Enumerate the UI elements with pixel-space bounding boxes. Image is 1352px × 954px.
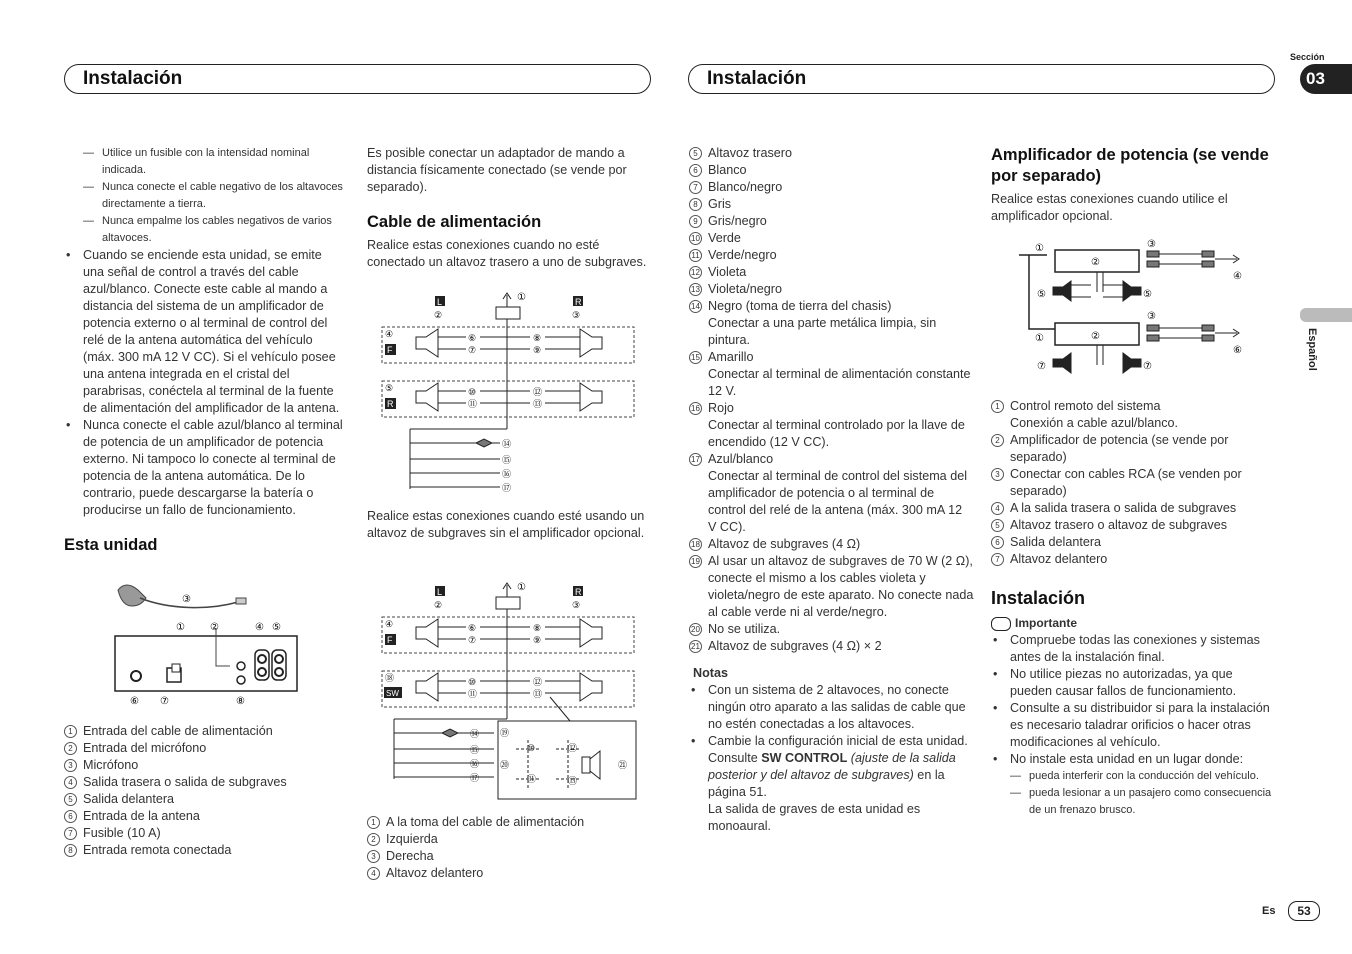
svg-text:①: ① <box>517 582 526 593</box>
unit-diagram <box>110 580 310 710</box>
legend-number: 2 <box>64 742 77 755</box>
legend-item <box>689 298 974 315</box>
dash-list <box>64 145 346 247</box>
dash-item: — Utilice un fusible con la intensidad nominal indicada. <box>64 145 346 179</box>
legend-text: Amarillo <box>708 350 754 364</box>
svg-text:⑤: ⑤ <box>1143 289 1152 300</box>
legend-number: 6 <box>64 810 77 823</box>
column-4-lower <box>991 398 1276 819</box>
legend-subtext: Conectar al terminal de alimentación constante 12 V. <box>708 367 971 398</box>
bullet-item: • Consulte a su distribuidor si para la instalación es necesario taladrar orificios o hacer otras modificaciones al vehículo. <box>991 700 1276 751</box>
legend-number: 1 <box>991 400 1004 413</box>
svg-text:②: ② <box>434 600 443 610</box>
legend-item <box>64 740 344 757</box>
legend-text: Conectar con cables RCA (se venden por separado) <box>1010 467 1242 498</box>
note-text: Cambie la configuración inicial de esta unidad. Consulte <box>708 734 968 765</box>
paragraph-block <box>367 508 652 542</box>
legend-item <box>991 466 1276 500</box>
legend-text: Derecha <box>386 849 434 863</box>
bullet-list <box>64 247 346 519</box>
svg-text:⑦: ⑦ <box>1143 361 1152 372</box>
svg-text:④: ④ <box>385 329 394 339</box>
svg-text:⑫: ⑫ <box>568 743 578 753</box>
legend-number: 8 <box>64 844 77 857</box>
legend-text: Blanco/negro <box>708 180 783 194</box>
svg-text:⑬: ⑬ <box>568 776 578 786</box>
legend-item <box>64 723 344 740</box>
legend-number: 13 <box>689 283 702 296</box>
svg-text:⑰: ⑰ <box>470 773 480 783</box>
section-number: 03 <box>1306 69 1325 88</box>
svg-text:⑬: ⑬ <box>533 689 543 699</box>
legend-text: A la salida trasera o salida de subgraves <box>1010 501 1237 515</box>
legend-text: Salida delantera <box>1010 535 1102 549</box>
svg-text:②: ② <box>434 310 443 320</box>
legend-number: 14 <box>689 300 702 313</box>
legend-item <box>689 247 974 264</box>
svg-text:③: ③ <box>1147 239 1156 250</box>
note-item: • Con un sistema de 2 altavoces, no conecte ningún otro aparato a las salidas de cable que no estén conectadas a los altavoces. <box>689 682 974 733</box>
svg-text:⑳: ⑳ <box>500 760 510 770</box>
paragraph: Realice estas conexiones cuando utilice el amplificador opcional. <box>991 192 1228 223</box>
legend-item <box>689 451 974 468</box>
legend-text: Azul/blanco <box>708 452 774 466</box>
legend-number: 7 <box>689 181 702 194</box>
side-language-label: Español <box>1306 328 1318 371</box>
svg-text:⑥: ⑥ <box>1233 345 1242 356</box>
dash-item: — pueda interferir con la conducción del vehículo. <box>991 768 1276 785</box>
section-heading: Esta unidad <box>64 536 158 554</box>
legend-number: 5 <box>689 147 702 160</box>
svg-text:⑤: ⑤ <box>272 622 281 633</box>
legend-number: 7 <box>64 827 77 840</box>
svg-text:⑪: ⑪ <box>468 399 478 409</box>
svg-text:③: ③ <box>572 600 581 610</box>
header-bar-left <box>64 64 651 94</box>
legend-item <box>689 230 974 247</box>
legend-list <box>367 814 652 882</box>
svg-text:⑥: ⑥ <box>468 333 477 343</box>
svg-text:⑦: ⑦ <box>160 696 169 707</box>
legend-number: 20 <box>689 623 702 636</box>
dash-item: — Nunca conecte el cable negativo de los altavoces directamente a tierra. <box>64 179 346 213</box>
page-number: 53 <box>1288 901 1320 921</box>
legend-subtext: Conectar a una parte metálica limpia, sin pintura. <box>708 316 937 347</box>
svg-text:⑦: ⑦ <box>1037 361 1046 372</box>
legend-item <box>689 145 974 162</box>
legend-number: 1 <box>64 725 77 738</box>
footer-lang: Es <box>1262 905 1276 917</box>
legend-text: Altavoz de subgraves (4 Ω) <box>708 537 861 551</box>
legend-text: A la toma del cable de alimentación <box>386 815 585 829</box>
legend-text: Control remoto del sistema <box>1010 399 1161 413</box>
legend-number: 18 <box>689 538 702 551</box>
svg-text:⑩: ⑩ <box>468 387 477 397</box>
warning-icon <box>991 617 1011 631</box>
paragraph: Realice estas conexiones cuando esté usando un altavoz de subgraves sin el amplificador opcional. <box>367 509 645 540</box>
section-heading: Amplificador de potencia (se vende por separado) <box>991 146 1269 185</box>
svg-text:②: ② <box>1091 257 1100 268</box>
section-heading: Instalación <box>991 588 1086 608</box>
legend-text: Altavoz delantero <box>1010 552 1108 566</box>
svg-text:①: ① <box>176 622 185 633</box>
legend-item <box>991 551 1276 568</box>
dash-list <box>991 768 1276 819</box>
legend-item <box>64 842 344 859</box>
legend-number: 16 <box>689 402 702 415</box>
svg-text:①: ① <box>517 292 526 303</box>
svg-text:②: ② <box>1091 331 1100 342</box>
legend-number: 5 <box>64 793 77 806</box>
legend-number: 1 <box>367 816 380 829</box>
svg-text:⑪: ⑪ <box>468 689 478 699</box>
svg-text:⑤: ⑤ <box>385 383 394 393</box>
legend-item <box>991 500 1276 517</box>
svg-text:⑧: ⑧ <box>533 623 542 633</box>
legend-item <box>367 848 652 865</box>
legend-text: Verde/negro <box>708 248 777 262</box>
column-4 <box>991 145 1276 225</box>
legend-text: Altavoz delantero <box>386 866 484 880</box>
svg-text:⑦: ⑦ <box>468 635 477 645</box>
svg-text:②: ② <box>210 622 219 633</box>
svg-text:③: ③ <box>572 310 581 320</box>
label-r2: R <box>387 399 394 409</box>
legend-number: 4 <box>367 867 380 880</box>
note-text: en la página 51. <box>708 768 945 799</box>
legend-text: Salida trasera o salida de subgraves <box>83 775 287 789</box>
legend-item <box>367 865 652 882</box>
svg-text:④: ④ <box>1233 271 1242 282</box>
label-f: F <box>387 635 393 645</box>
svg-text:①: ① <box>1035 333 1044 344</box>
legend-subtext: Conectar al terminal controlado por la llave de encendido (12 V CC). <box>708 418 965 449</box>
legend-text: Gris/negro <box>708 214 767 228</box>
legend-text: Izquierda <box>386 832 438 846</box>
legend-item <box>689 400 974 417</box>
svg-text:⑥: ⑥ <box>130 696 139 707</box>
legend-number: 3 <box>64 759 77 772</box>
legend-text: Altavoz trasero o altavoz de subgraves <box>1010 518 1228 532</box>
legend-number: 3 <box>367 850 380 863</box>
legend-item <box>64 808 344 825</box>
legend-number: 2 <box>367 833 380 846</box>
legend-text: Altavoz trasero <box>708 146 792 160</box>
legend-item <box>367 831 652 848</box>
svg-text:④: ④ <box>385 619 394 629</box>
svg-text:③: ③ <box>182 594 191 605</box>
wiring-diagram-2 <box>380 575 640 805</box>
svg-text:⑨: ⑨ <box>533 345 542 355</box>
header-bar-right <box>688 64 1275 94</box>
svg-text:⑫: ⑫ <box>533 387 543 397</box>
legend-number: 21 <box>689 640 702 653</box>
legend-item <box>689 162 974 179</box>
legend-text: Violeta <box>708 265 747 279</box>
svg-text:⑭: ⑭ <box>502 439 512 449</box>
label-f: F <box>387 345 393 355</box>
svg-text:⑬: ⑬ <box>533 399 543 409</box>
legend-item <box>689 196 974 213</box>
svg-text:⑲: ⑲ <box>500 728 510 738</box>
setting-name: SW CONTROL <box>761 751 848 765</box>
svg-text:①: ① <box>1035 243 1044 254</box>
dash-item: — pueda lesionar a un pasajero como consecuencia de un frenazo brusco. <box>991 785 1276 819</box>
legend-number: 19 <box>689 555 702 568</box>
legend-number: 12 <box>689 266 702 279</box>
legend-number: 4 <box>991 502 1004 515</box>
legend-number: 6 <box>991 536 1004 549</box>
svg-text:⑫: ⑫ <box>533 677 543 687</box>
amplifier-diagram <box>1015 235 1255 390</box>
legend-text: No se utiliza. <box>708 622 781 636</box>
legend-list <box>64 723 344 859</box>
svg-text:⑤: ⑤ <box>1037 289 1046 300</box>
note-item <box>689 733 974 801</box>
column-2 <box>367 145 652 271</box>
legend-text: Entrada del micrófono <box>83 741 207 755</box>
legend-text: Negro (toma de tierra del chasis) <box>708 299 892 313</box>
legend-item <box>64 825 344 842</box>
legend-number: 8 <box>689 198 702 211</box>
wiring-diagram-1 <box>380 285 640 495</box>
paragraph: Realice estas conexiones cuando no esté conectado un altavoz trasero a uno de subgraves. <box>367 238 647 269</box>
legend-number: 11 <box>689 249 702 262</box>
legend-text: Gris <box>708 197 732 211</box>
label-sw: SW <box>386 689 399 698</box>
legend-text: Salida delantera <box>83 792 175 806</box>
note-subtext: La salida de graves de esta unidad es monoaural. <box>708 802 921 833</box>
legend-item <box>64 774 344 791</box>
svg-text:③: ③ <box>1147 311 1156 322</box>
svg-text:⑩: ⑩ <box>527 743 536 753</box>
legend-number: 2 <box>991 434 1004 447</box>
svg-text:㉑: ㉑ <box>618 760 628 770</box>
svg-text:⑥: ⑥ <box>468 623 477 633</box>
svg-text:⑯: ⑯ <box>470 759 480 769</box>
svg-text:⑪: ⑪ <box>527 774 537 784</box>
page-header-title: Instalación <box>83 68 183 89</box>
legend-text: Rojo <box>708 401 734 415</box>
legend-text: Entrada remota conectada <box>83 843 232 857</box>
legend-text: Amplificador de potencia (se vende por separado) <box>1010 433 1229 464</box>
svg-text:④: ④ <box>255 622 264 633</box>
legend-item <box>991 517 1276 534</box>
legend-item <box>689 281 974 298</box>
svg-text:⑧: ⑧ <box>533 333 542 343</box>
legend-number: 5 <box>991 519 1004 532</box>
svg-text:⑨: ⑨ <box>533 635 542 645</box>
svg-text:⑱: ⑱ <box>385 673 395 683</box>
section-badge <box>1300 64 1352 94</box>
bullet-item: • No instale esta unidad en un lugar donde: <box>991 751 1276 768</box>
legend-number: 17 <box>689 453 702 466</box>
bullet-item: • No utilice piezas no autorizadas, ya que pueden causar fallos de funcionamiento. <box>991 666 1276 700</box>
legend-text: Micrófono <box>83 758 139 772</box>
legend-item <box>689 536 974 553</box>
important-text: Importante <box>1015 616 1078 630</box>
legend-item <box>689 621 974 638</box>
language-tab <box>1300 308 1352 322</box>
legend-item <box>689 179 974 196</box>
page-header-title: Instalación <box>707 68 807 89</box>
legend-item <box>689 553 974 621</box>
legend-text: Fusible (10 A) <box>83 826 161 840</box>
legend-item <box>689 264 974 281</box>
svg-text:⑦: ⑦ <box>468 345 477 355</box>
svg-text:⑯: ⑯ <box>502 469 512 479</box>
legend-list <box>991 398 1276 568</box>
section-heading: Cable de alimentación <box>367 213 542 231</box>
legend-text: Entrada del cable de alimentación <box>83 724 273 738</box>
bullet-item: • Compruebe todas las conexiones y sistemas antes de la instalación final. <box>991 632 1276 666</box>
svg-text:⑧: ⑧ <box>236 696 245 707</box>
svg-text:⑩: ⑩ <box>468 677 477 687</box>
legend-subtext: Conexión a cable azul/blanco. <box>1010 416 1179 430</box>
bullet-item: • Nunca conecte el cable azul/blanco al terminal de potencia de un amplificador de potencia externo. Ni tampoco lo conecte al terminal de potencia de la antena automática. De lo contrario, puede descargarse la batería o producirse un fallo de funcionamiento. <box>64 417 346 519</box>
legend-number: 7 <box>991 553 1004 566</box>
svg-text:⑮: ⑮ <box>502 455 512 465</box>
label-l: L <box>437 587 443 597</box>
legend-text: Entrada de la antena <box>83 809 200 823</box>
legend-text: Blanco <box>708 163 747 177</box>
setting-description: (ajuste de la salida posterior y del altavoz de subgraves) <box>708 751 956 782</box>
svg-text:⑰: ⑰ <box>502 483 512 493</box>
legend-text: Verde <box>708 231 741 245</box>
svg-text:⑭: ⑭ <box>470 729 480 739</box>
label-r: R <box>575 587 582 597</box>
legend-text: Altavoz de subgraves (4 Ω) × 2 <box>708 639 882 653</box>
paragraph: Es posible conectar un adaptador de mando a distancia físicamente conectado (se vende por separado). <box>367 146 627 194</box>
legend-number: 6 <box>689 164 702 177</box>
svg-text:⑮: ⑮ <box>470 745 480 755</box>
legend-item <box>689 213 974 230</box>
legend-item <box>64 757 344 774</box>
legend-number: 9 <box>689 215 702 228</box>
legend-text: Violeta/negro <box>708 282 782 296</box>
dash-item: — Nunca empalme los cables negativos de varios altavoces. <box>64 213 346 247</box>
label-r: R <box>575 297 582 307</box>
legend-item <box>64 791 344 808</box>
notes-title: Notas <box>693 666 728 680</box>
legend-number: 3 <box>991 468 1004 481</box>
legend-number: 15 <box>689 351 702 364</box>
legend-item <box>367 814 652 831</box>
column-1 <box>64 145 346 556</box>
legend-item <box>991 398 1276 415</box>
section-label: Sección <box>1290 52 1325 62</box>
legend-item <box>991 534 1276 551</box>
legend-text: Al usar un altavoz de subgraves de 70 W (2 Ω), conecte el mismo a los cables violeta y violeta/negro de este aparato. No conecte nada al cable verde ni al verde/negro. <box>708 554 974 619</box>
legend-item <box>991 432 1276 466</box>
bullet-item: • Cuando se enciende esta unidad, se emite una señal de control a través del cable azul/blanco. Conecte este cable al mando a distancia del sistema de un amplificador de potencia externo o al terminal de control del relé de la antena automática del vehículo (máx. 300 mA 12 V CC). Si el vehículo posee una antena integrada en el cristal del parabrisas, conéctela al terminal de la fuente de alimentación del amplificador de la antena. <box>64 247 346 417</box>
important-label <box>991 615 1276 632</box>
column-3 <box>689 145 974 835</box>
legend-item <box>689 349 974 366</box>
legend-number: 4 <box>64 776 77 789</box>
label-l: L <box>437 297 443 307</box>
bullet-list <box>991 632 1276 768</box>
legend-item <box>689 638 974 655</box>
legend-number: 10 <box>689 232 702 245</box>
legend-subtext: Conectar al terminal de control del sistema del amplificador de potencia o al terminal de control del relé de la antena (máx. 300 mA 12 V CC). <box>708 469 967 534</box>
